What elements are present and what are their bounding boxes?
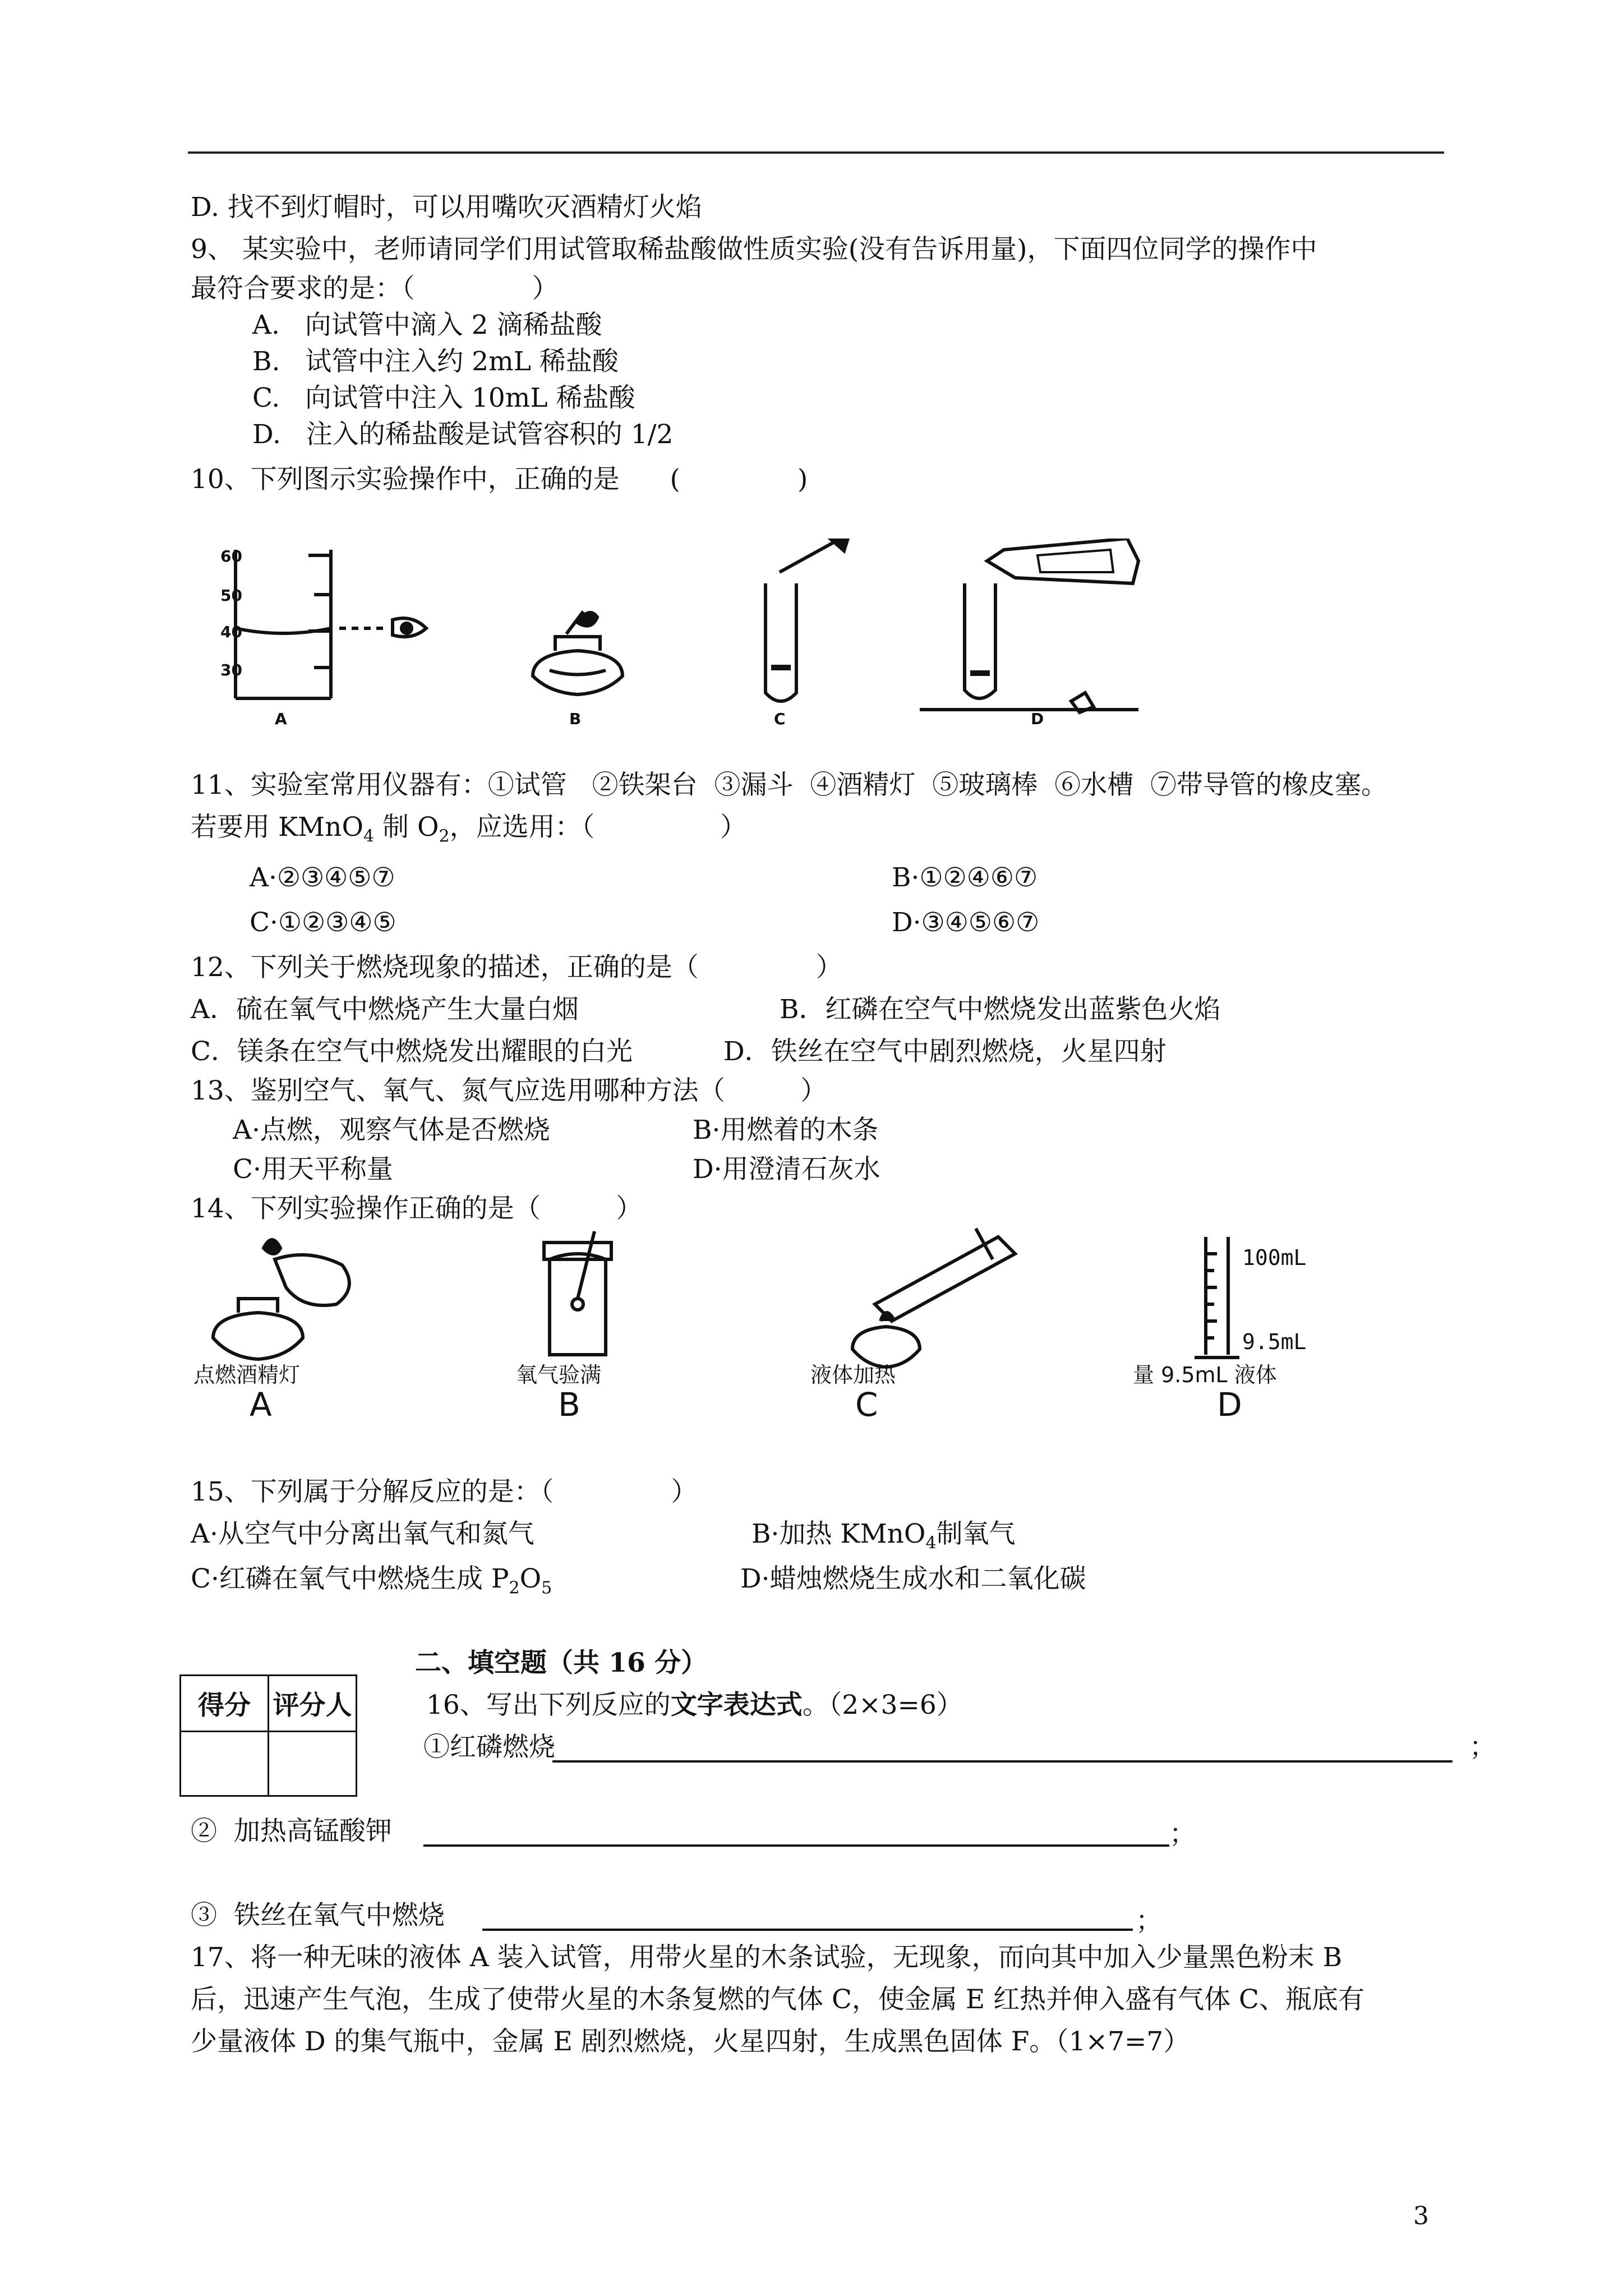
cyl-tick-60: 60 xyxy=(220,547,242,565)
q16-semicolon-2: ； xyxy=(1169,1819,1196,1849)
q11-option-c: C·①②③④⑤ xyxy=(250,907,396,938)
q16-item-2: ② 加热高锰酸钾 xyxy=(191,1816,392,1847)
q17-stem-3: 少量液体 D 的集气瓶中，金属 E 剧烈燃烧，火星四射，生成黑色固体 F。（1×7=7） xyxy=(191,2026,1190,2057)
q10-figure xyxy=(219,539,1150,724)
cylinder-mark-label: 9.5mL xyxy=(1242,1329,1307,1354)
q11-option-a: A·②③④⑤⑦ xyxy=(250,862,395,893)
oxygen-test-drawing xyxy=(544,1231,611,1355)
q17-stem: 17、将一种无味的液体 A 装入试管，用带火星的木条试验，无现象，而向其中加入少量黑色粉末 B xyxy=(191,1942,1343,1973)
q12-option-c: C．镁条在空气中燃烧发出耀眼的白光 xyxy=(191,1036,633,1067)
cyl-tick-40: 40 xyxy=(220,623,242,641)
q15-stem: 15、下列属于分解反应的是：（ ） xyxy=(191,1476,698,1507)
alcohol-lamp-drawing xyxy=(533,611,623,694)
q16-answer-line-2[interactable] xyxy=(423,1844,1169,1847)
q14-stem: 14、下列实验操作正确的是（ ） xyxy=(191,1193,643,1224)
q12-option-d: D．铁丝在空气中剧烈燃烧，火星四射 xyxy=(723,1036,1166,1067)
pouring-drawing xyxy=(920,539,1138,712)
fig14-label-b: B xyxy=(558,1386,580,1424)
q13-option-c: C·用天平称量 xyxy=(233,1154,393,1185)
section-2-title: 二、填空题（共 16 分） xyxy=(415,1648,708,1678)
q13-stem: 13、鉴别空气、氧气、氮气应选用哪种方法（ ） xyxy=(191,1075,827,1106)
q12-option-a: A．硫在氧气中燃烧产生大量白烟 xyxy=(191,994,579,1025)
fig10-label-b: B xyxy=(569,710,582,728)
q12-stem: 12、下列关于燃烧现象的描述，正确的是（ ） xyxy=(191,952,842,983)
q16-semicolon-3: ； xyxy=(1136,1906,1162,1936)
q16-item-1: ①红磷燃烧 xyxy=(423,1732,555,1763)
q16-answer-line-1[interactable] xyxy=(552,1760,1453,1763)
fig14-caption-a: 点燃酒精灯 xyxy=(193,1363,301,1387)
q16-stem: 16、写出下列反应的文字表达式。（2×3=6） xyxy=(426,1690,963,1720)
q17-stem-2: 后，迅速产生气泡，生成了使带火星的木条复燃的气体 C，使金属 E 红热并伸入盛有气体 C、瓶底有 xyxy=(191,1984,1364,2015)
q9-option-c: C. 向试管中注入 10mL 稀盐酸 xyxy=(252,383,635,413)
fig10-label-a: A xyxy=(275,710,287,728)
cyl-tick-30: 30 xyxy=(220,661,242,679)
q10-stem: 10、下列图示实验操作中，正确的是 ( ) xyxy=(191,464,808,495)
q16-item-3: ③ 铁丝在氧气中燃烧 xyxy=(191,1900,445,1931)
fig10-label-d: D xyxy=(1031,710,1044,728)
q15-option-a: A·从空气中分离出氧气和氮气 xyxy=(191,1519,534,1549)
test-tube-dropper-drawing xyxy=(766,539,850,701)
header-rule xyxy=(188,151,1444,154)
lighting-lamp-drawing xyxy=(213,1240,349,1359)
score-table xyxy=(179,1674,357,1797)
fig14-label-d: D xyxy=(1217,1386,1242,1424)
fig14-caption-b: 氧气验满 xyxy=(516,1363,602,1387)
q11-option-d: D·③④⑤⑥⑦ xyxy=(892,907,1040,938)
fig14-caption-c: 液体加热 xyxy=(810,1363,896,1387)
page-number: 3 xyxy=(1413,2202,1429,2230)
q11-stem: 11、实验室常用仪器有：①试管 ②铁架台 ③漏斗 ④酒精灯 ⑤玻璃棒 ⑥水槽 ⑦带导管的橡皮塞。 xyxy=(191,770,1388,800)
q9-stem-2: 最符合要求的是：（ ） xyxy=(191,273,559,304)
q13-option-b: B·用燃着的木条 xyxy=(693,1115,879,1145)
q12-option-b: B．红磷在空气中燃烧发出蓝紫色火焰 xyxy=(780,994,1221,1025)
q15-option-d: D·蜡烛燃烧生成水和二氧化碳 xyxy=(740,1563,1086,1594)
option-d-prev: D. 找不到灯帽时，可以用嘴吹灭酒精灯火焰 xyxy=(191,192,702,223)
heating-liquid-drawing xyxy=(852,1228,1015,1367)
score-header: 得分 xyxy=(181,1676,269,1732)
q11-option-b: B·①②④⑥⑦ xyxy=(892,862,1038,893)
q16-semicolon-1: ； xyxy=(1469,1732,1496,1763)
score-cell[interactable] xyxy=(181,1732,269,1796)
q9-option-b: B. 试管中注入约 2mL 稀盐酸 xyxy=(252,346,619,377)
grader-cell[interactable] xyxy=(269,1732,357,1796)
q9-option-a: A. 向试管中滴入 2 滴稀盐酸 xyxy=(252,310,602,341)
q9-option-d: D. 注入的稀盐酸是试管容积的 1/2 xyxy=(252,419,674,450)
q13-option-d: D·用澄清石灰水 xyxy=(693,1154,880,1185)
fig10-label-c: C xyxy=(774,710,786,728)
measuring-cylinder-drawing xyxy=(1195,1237,1239,1358)
q13-option-a: A·点燃，观察气体是否燃烧 xyxy=(233,1115,550,1145)
q16-answer-line-3[interactable] xyxy=(482,1929,1133,1931)
fig14-label-a: A xyxy=(250,1386,272,1424)
cyl-tick-50: 50 xyxy=(220,586,242,605)
q11-stem-2: 若要用 KMnO$_4$ 制 $O_2$，应选用：（ ） xyxy=(191,812,747,846)
q9-stem: 9、 某实验中，老师请同学们用试管取稀盐酸做性质实验(没有告诉用量)，下面四位同学的操作中 xyxy=(191,234,1317,265)
grader-header: 评分人 xyxy=(269,1676,357,1732)
cylinder-drawing xyxy=(236,550,426,698)
q15-option-c: C·红磷在氧气中燃烧生成 $P_2O_5$ xyxy=(191,1563,552,1598)
fig14-caption-d: 量 9.5mL 液体 xyxy=(1133,1363,1277,1387)
q15-option-b: B·加热 KMnO$_4$制氧气 xyxy=(751,1519,1016,1553)
fig14-label-c: C xyxy=(855,1386,878,1424)
cylinder-top-label: 100mL xyxy=(1242,1245,1307,1270)
